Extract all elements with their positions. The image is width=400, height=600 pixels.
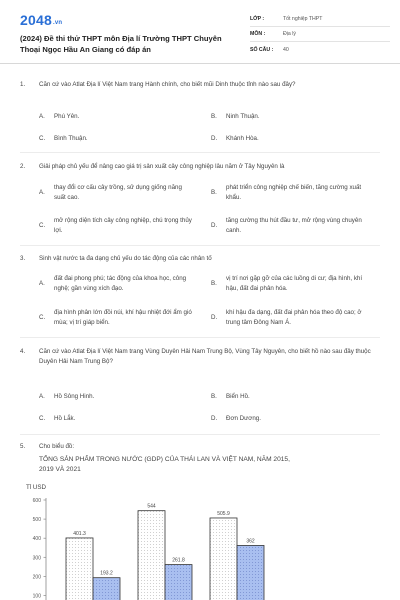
option-letter: B.	[211, 113, 217, 120]
option-text: địa hình phân lớn đồi núi, khí hậu nhiệt đới ẩm gió mùa; vị trí giáp biển.	[54, 309, 192, 326]
question-3-option-b[interactable]	[211, 274, 366, 294]
question-text: Giải pháp chủ yếu để nâng cao giá trị sản xuất cây công nghiệp lâu năm ở Tây Nguyên là	[39, 163, 285, 170]
y-axis-label: Tỉ USD	[26, 484, 46, 491]
question-divider	[20, 434, 380, 435]
bar-value-label: 362	[246, 538, 255, 545]
option-text: Đơn Dương.	[226, 415, 261, 422]
question-3-stem	[20, 254, 384, 264]
question-divider	[20, 337, 380, 338]
option-letter: C.	[39, 314, 46, 321]
question-1-option-a[interactable]	[39, 112, 194, 122]
option-letter: B.	[211, 280, 217, 287]
logo-main: 2048	[20, 12, 52, 28]
option-text: Biển Hồ.	[226, 393, 250, 400]
question-text: Cho biểu đồ:	[39, 443, 75, 450]
option-letter: D.	[211, 135, 218, 142]
option-letter: B.	[211, 189, 217, 196]
option-letter: C.	[39, 222, 46, 229]
exam-meta	[250, 12, 390, 57]
option-letter: A.	[39, 393, 45, 400]
question-1-option-d[interactable]	[211, 134, 366, 144]
option-text: Bình Thuận.	[54, 135, 88, 142]
question-divider	[20, 245, 380, 246]
y-tick-label: 500	[32, 517, 41, 524]
y-tick-label: 600	[32, 498, 41, 504]
meta-value: Tốt nghiệp THPT	[283, 16, 323, 22]
exam-title: (2024) Đề thi thử THPT môn Địa lí Trường THPT Chuyên Thoại Ngọc Hầu An Giang có đáp án	[20, 34, 222, 54]
question-number: 2.	[20, 163, 26, 170]
question-3-option-a[interactable]	[39, 274, 194, 294]
option-letter: D.	[211, 222, 218, 229]
option-letter: A.	[39, 280, 45, 287]
question-5-stem	[20, 442, 384, 452]
logo-suffix: .vn	[52, 20, 63, 26]
bar-series-1-group-2	[138, 511, 165, 600]
meta-row-count	[250, 42, 390, 57]
question-4-option-c[interactable]	[39, 414, 194, 424]
exam-header	[0, 0, 400, 64]
meta-value: Địa lý	[283, 31, 296, 37]
question-text: Căn cứ vào Atlat Địa lí Việt Nam trang Hành chính, cho biết mũi Dinh thuộc tỉnh nào sau đây?	[39, 81, 296, 88]
question-2-option-c[interactable]	[39, 216, 194, 236]
question-number: 4.	[20, 348, 26, 355]
question-divider	[20, 152, 380, 153]
question-4-option-b[interactable]	[211, 392, 366, 402]
question-number: 3.	[20, 255, 26, 262]
bar-value-label: 401.3	[73, 530, 86, 537]
option-text: mở rộng diện tích cây công nghiệp, chú trọng thủy lợi.	[54, 217, 192, 234]
option-text: tăng cường thu hút đầu tư, mở rộng vùng chuyên canh.	[226, 217, 362, 234]
y-tick-label: 400	[32, 536, 41, 543]
meta-row-subject	[250, 27, 390, 42]
bar-series-1-group-3	[210, 518, 237, 600]
question-3-option-d[interactable]	[211, 308, 366, 328]
option-text: khí hậu đa dạng, đất đai phân hóa theo độ cao; ở trung tâm Đông Nam Á.	[226, 309, 362, 326]
meta-label: MÔN :	[250, 31, 266, 37]
option-text: Phú Yên.	[54, 113, 80, 120]
option-text: Ninh Thuận.	[226, 113, 260, 120]
option-text: đất đai phong phú; tác động của khoa học, công nghệ; gần vùng xích đạo.	[54, 275, 187, 292]
gdp-chart-svg	[20, 480, 380, 600]
y-tick-label: 200	[32, 574, 41, 581]
question-1-stem	[20, 80, 384, 90]
option-text: thay đổi cơ cấu cây trồng, sử dụng giống năng suất cao.	[54, 184, 182, 201]
question-1-option-b[interactable]	[211, 112, 366, 122]
question-2-option-b[interactable]	[211, 183, 366, 203]
bar-value-label: 193.2	[100, 570, 113, 577]
option-text: Khánh Hòa.	[226, 135, 259, 142]
bar-series-2-group-3	[237, 545, 264, 600]
option-text: Hồ Sông Hinh.	[54, 393, 95, 400]
question-text: Sinh vật nước ta đa dạng chủ yếu do tác động của các nhân tố	[39, 255, 212, 262]
question-4-option-a[interactable]	[39, 392, 194, 402]
chart-caption: TỔNG SẢN PHẨM TRONG NƯỚC (GDP) CỦA THÁI LAN VÀ VIỆT NAM, NĂM 2015, 2019 VÀ 2021	[39, 456, 290, 473]
question-2-option-d[interactable]	[211, 216, 366, 236]
option-letter: B.	[211, 393, 217, 400]
bar-value-label: 505.9	[217, 510, 230, 517]
option-text: vị trí nơi gặp gỡ của các luồng di cư; địa hình, khí hậu, đất đai phân hóa.	[226, 275, 363, 292]
question-1-option-c[interactable]	[39, 134, 194, 144]
y-tick-label: 100	[32, 593, 41, 600]
question-4-stem	[20, 347, 384, 367]
bar-value-label: 261.8	[172, 557, 185, 564]
option-text: Hồ Lắk.	[54, 415, 76, 422]
option-letter: C.	[39, 415, 46, 422]
gdp-chart	[20, 480, 380, 600]
option-letter: A.	[39, 189, 45, 196]
meta-row-class	[250, 12, 390, 27]
option-letter: D.	[211, 314, 218, 321]
question-number: 5.	[20, 443, 26, 450]
option-text: phát triển công nghiệp chế biến, tăng cường xuất khẩu.	[226, 184, 362, 201]
bar-series-1-group-1	[66, 538, 93, 600]
option-letter: A.	[39, 113, 45, 120]
bar-series-2-group-1	[93, 578, 120, 600]
question-4-option-d[interactable]	[211, 414, 366, 424]
y-tick-label: 300	[32, 555, 41, 562]
question-3-option-c[interactable]	[39, 308, 194, 328]
question-number: 1.	[20, 81, 26, 88]
site-logo[interactable]	[20, 12, 62, 28]
meta-value: 40	[283, 46, 289, 53]
bar-series-2-group-2	[165, 565, 192, 600]
meta-label: SỐ CÂU :	[250, 46, 274, 53]
question-2-option-a[interactable]	[39, 183, 194, 203]
meta-label: LỚP :	[250, 16, 265, 22]
question-text: Căn cứ vào Atlat Địa lí Việt Nam trang Vùng Duyên Hải Nam Trung Bộ, Vùng Tây Nguyên, cho biết hồ nào sau đây thuộc Duyên Hải Nam Trung Bộ?	[39, 348, 371, 365]
option-letter: C.	[39, 135, 46, 142]
bar-value-label: 544	[147, 503, 156, 510]
option-letter: D.	[211, 415, 218, 422]
question-2-stem	[20, 162, 384, 172]
